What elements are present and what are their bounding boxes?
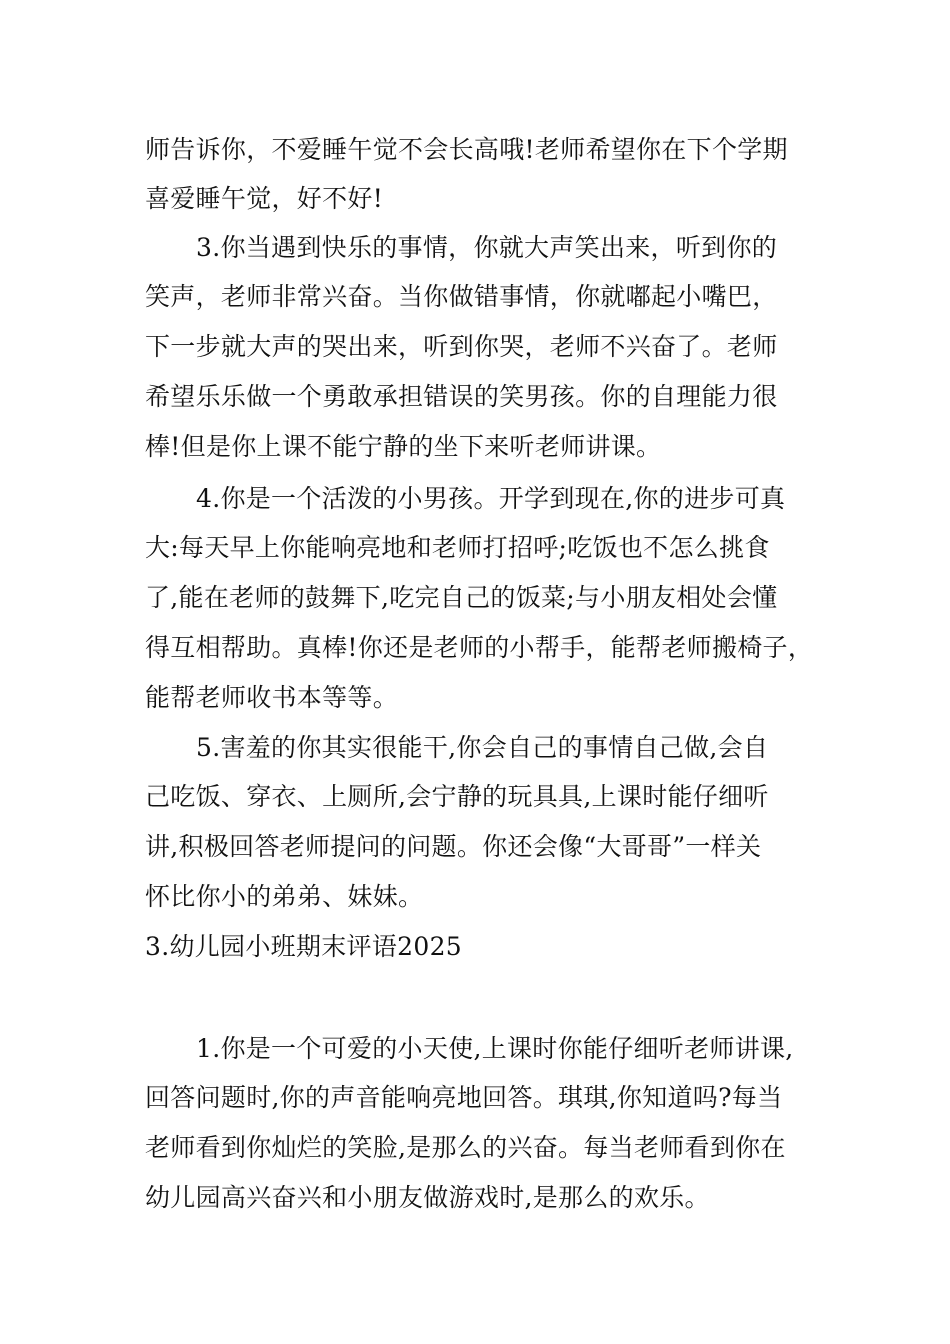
- text-line: 大:每天早上你能响亮地和老师打招呼;吃饭也不怎么挑食: [145, 533, 770, 562]
- text-line: 4.你是一个活泼的小男孩。开学到现在,你的进步可真: [196, 484, 786, 513]
- text-line: 师告诉你，不爱睡午觉不会长高哦!老师希望你在下个学期: [145, 135, 788, 164]
- text-line: 讲,积极回答老师提问的问题。你还会像“大哥哥”一样关: [145, 832, 762, 861]
- text-line: 了,能在老师的鼓舞下,吃完自己的饭菜;与小朋友相处会懂: [145, 583, 778, 612]
- text-line: 希望乐乐做一个勇敢承担错误的笑男孩。你的自理能力很: [145, 382, 778, 411]
- text-line: 笑声，老师非常兴奋。当你做错事情，你就嘟起小嘴巴，: [145, 282, 778, 311]
- text-line: 怀比你小的弟弟、妹妹。: [145, 882, 424, 911]
- text-line: 1.你是一个可爱的小天使,上课时你能仔细听老师讲课,: [196, 1034, 794, 1063]
- text-line: 回答问题时,你的声音能响亮地回答。琪琪,你知道吗?每当: [145, 1083, 783, 1112]
- text-line: 能帮老师收书本等等。: [145, 683, 399, 712]
- text-line: 得互相帮助。真棒!你还是老师的小帮手，能帮老师搬椅子，: [145, 633, 814, 662]
- text-line: 喜爱睡午觉，好不好!: [145, 184, 384, 213]
- text-line: 幼儿园高兴奋兴和小朋友做游戏时,是那么的欢乐。: [145, 1183, 710, 1212]
- text-line: 己吃饭、穿衣、上厕所,会宁静的玩具具,上课时能仔细听: [145, 782, 769, 811]
- text-line: 下一步就大声的哭出来，听到你哭，老师不兴奋了。老师: [145, 332, 778, 361]
- text-line: 老师看到你灿烂的笑脸,是那么的兴奋。每当老师看到你在: [145, 1133, 786, 1162]
- section-heading: 3.幼儿园小班期末评语2025: [145, 932, 462, 961]
- text-line: 5.害羞的你其实很能干,你会自己的事情自己做,会自: [196, 733, 769, 762]
- text-line: 棒!但是你上课不能宁静的坐下来听老师讲课。: [145, 432, 662, 461]
- text-line: 3.你当遇到快乐的事情，你就大声笑出来，听到你的: [196, 233, 778, 262]
